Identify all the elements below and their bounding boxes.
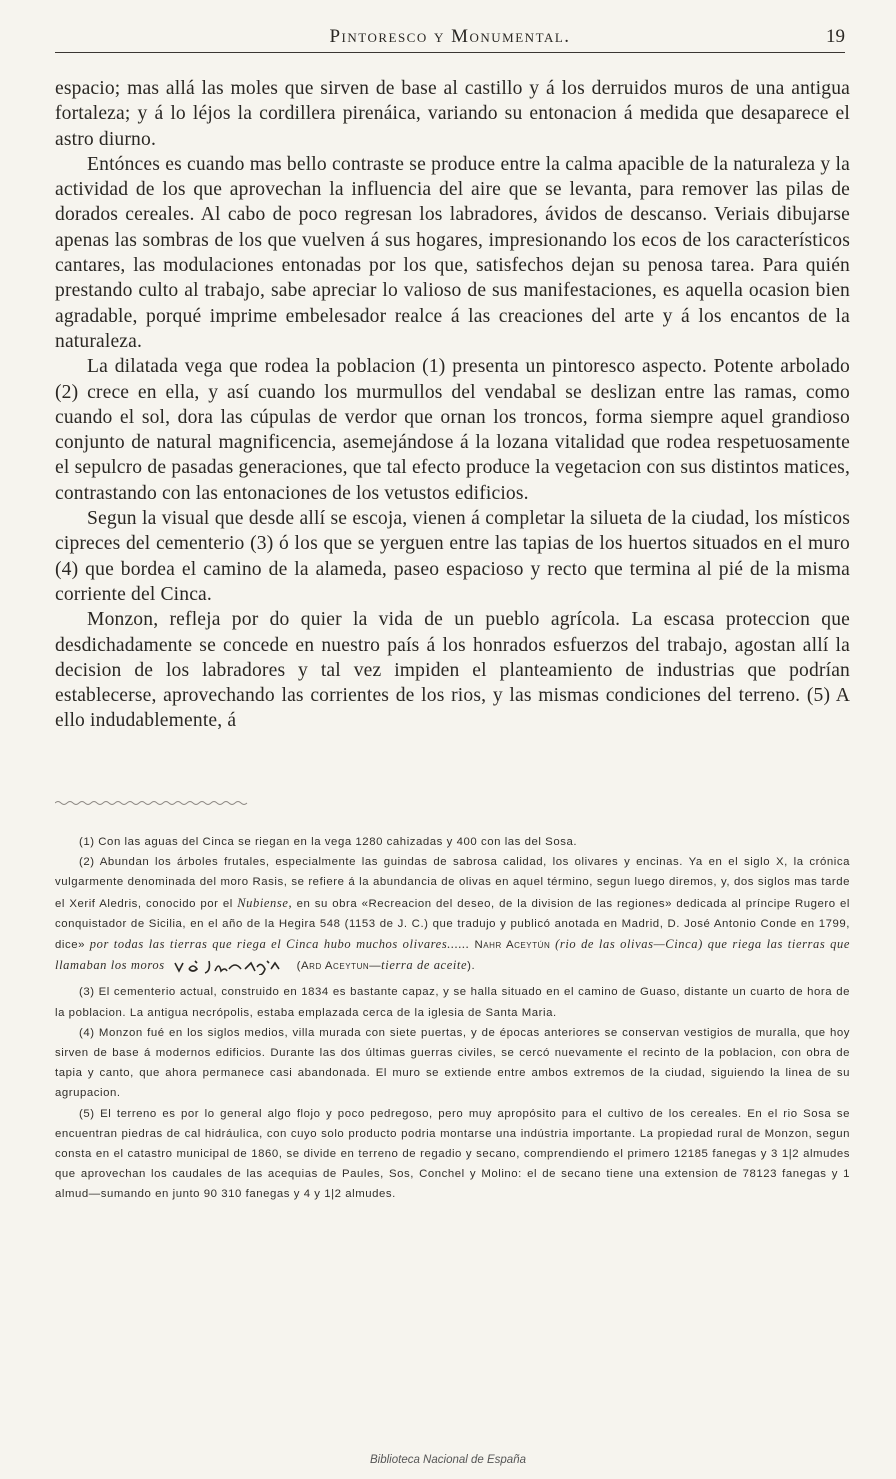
arabic-script-image (171, 957, 291, 975)
library-credit: Biblioteca Nacional de España (370, 1454, 526, 1466)
page-number: 19 (826, 26, 845, 47)
paragraph-4: Segun la visual que desde allí se escoja, vienen á completar la silueta de la ciudad, los místicos cipreces del cementerio (3) ó los que se yerguen entre las tapias de los huertos situados en el muro (4) que bordea el camino de la alameda, paseo espacioso y recto que termina al pié de la misma corriente del Cinca. (55, 508, 850, 605)
main-text (55, 76, 850, 734)
footnote-1: (1) Con las aguas del Cinca se riegan en la vega 1280 cahizadas y 400 con las del Sosa. (79, 836, 578, 848)
footnote-divider (55, 798, 250, 808)
paragraph-5: Monzon, refleja por do quier la vida de un pueblo agrícola. La escasa proteccion que desdichadamente se concede en nuestro país á los honrados esfuerzos del trabajo, agostan allí la decision de los labradores y tal vez impiden el planteamiento de industrias que podrían establecerse, aprovechando las corrientes de los rios, y las mismas condiciones del terreno. (5) A ello indudablemente, á (55, 609, 850, 732)
footnote-2: (2) Abundan los árboles frutales, especialmente las guindas de sabrosa calidad, los olivares y encinas. Ya en el siglo X, la crónica vulgarmente denominada del moro Rasis, se refiere á la abundancia de olivas en aquel término, segun luego diremos, y, dos siglos mas tarde el Xerif Aledris, conocido por el Nubiense, en su obra «Recreacion del deseo, de la division de las regiones» dedicada al príncipe Rugero el conquistador de Sicilia, en el año de la Hegira 548 (1153 de J. C.) que tradujo y publicó anotada en Madrid, D. José Antonio Conde en 1799, dice» por todas las tierras que riega el Cinca hubo muchos olivares...... Nahr Aceytún (rio de las olivas—Cinca) que riega las tierras que llamaban los moros (Ard Aceytun—tierra de aceite). (55, 852, 850, 976)
footnotes (55, 832, 850, 1205)
footnote-5: (5) El terreno es por lo general algo flojo y poco pedregoso, pero muy apropósito para el cultivo de los cereales. En el rio Sosa se encuentran piedras de cal hidráulica, con cuyo solo producto podria montarse una indústria importante. La propiedad rural de Monzon, segun consta en el catastro municipal de 1860, se divide en terreno de regadio y secano, comprendiendo el primero 12185 fanegas y 3 1|2 almudes que aprovechan los caudales de las acequias de Paules, Sos, Conchel y Molino: el de secano tiene una extension de 78123 fanegas y 1 almud—sumando en junto 90 310 fanegas y 4 y 1|2 almudes. (55, 1107, 850, 1201)
footnote-4: (4) Monzon fué en los siglos medios, villa murada con siete puertas, y de épocas anteriores se conservan vestigios de muralla, que hoy sirven de base á modernos edificios. Durante las dos últimas guerras civiles, se cercó nuevamente el recinto de la poblacion, con obra de tapia y canto, que ahora permanece casi abandonada. El muro se extiende entre ambos extremos de la ciudad, siguiendo la linea de su agrupacion. (55, 1026, 850, 1100)
running-header (55, 22, 845, 53)
running-title: Pintoresco y Monumental. (329, 26, 571, 47)
paragraph-3: La dilatada vega que rodea la poblacion (1) presenta un pintoresco aspecto. Potente arbolado (2) crece en ella, y así cuando los murmullos del vendabal se deslizan entre las ramas, como cuando el sol, dora las cúpulas de verdor que ornan los troncos, forma siempre aquel grandioso conjunto de natural magnificencia, asemejándose á la lozana vitalidad que rodea respetuosamente el sepulcro de pasadas generaciones, que tal efecto produce la vegetacion con sus distintos matices, contrastando con las entonaciones de los vetustos edificios. (55, 356, 850, 504)
footnote-3: (3) El cementerio actual, construido en 1834 es bastante capaz, y se halla situado en el camino de Guaso, distante un cuarto de hora de la poblacion. La antigua necrópolis, estaba emplazada cerca de la iglesia de Santa Maria. (55, 986, 850, 1019)
paragraph-1: espacio; mas allá las moles que sirven de base al castillo y á los derruidos muros de una antigua fortaleza; y á lo léjos la cordillera pirenáica, variando su entonacion á medida que desaparece el astro diurno. (55, 78, 850, 150)
paragraph-2: Entónces es cuando mas bello contraste se produce entre la calma apacible de la naturaleza y la actividad de los que aprovechan la influencia del aire que se levanta, para remover las pilas de dorados cereales. Al cabo de poco regresan los labradores, ávidos de descanso. Veriais dibujarse apenas las sombras de los que vuelven á sus hogares, impresionando los ecos de los característicos cantares, las modulaciones entonadas por los que, satisfechos dejan su penosa tarea. Para quién prestando culto al trabajo, sabe apreciar lo valioso de sus manifestaciones, es aquella ocasion bien agradable, porqué imprime embelesador realce á las creaciones del arte y á los encantos de la naturaleza. (55, 153, 850, 352)
